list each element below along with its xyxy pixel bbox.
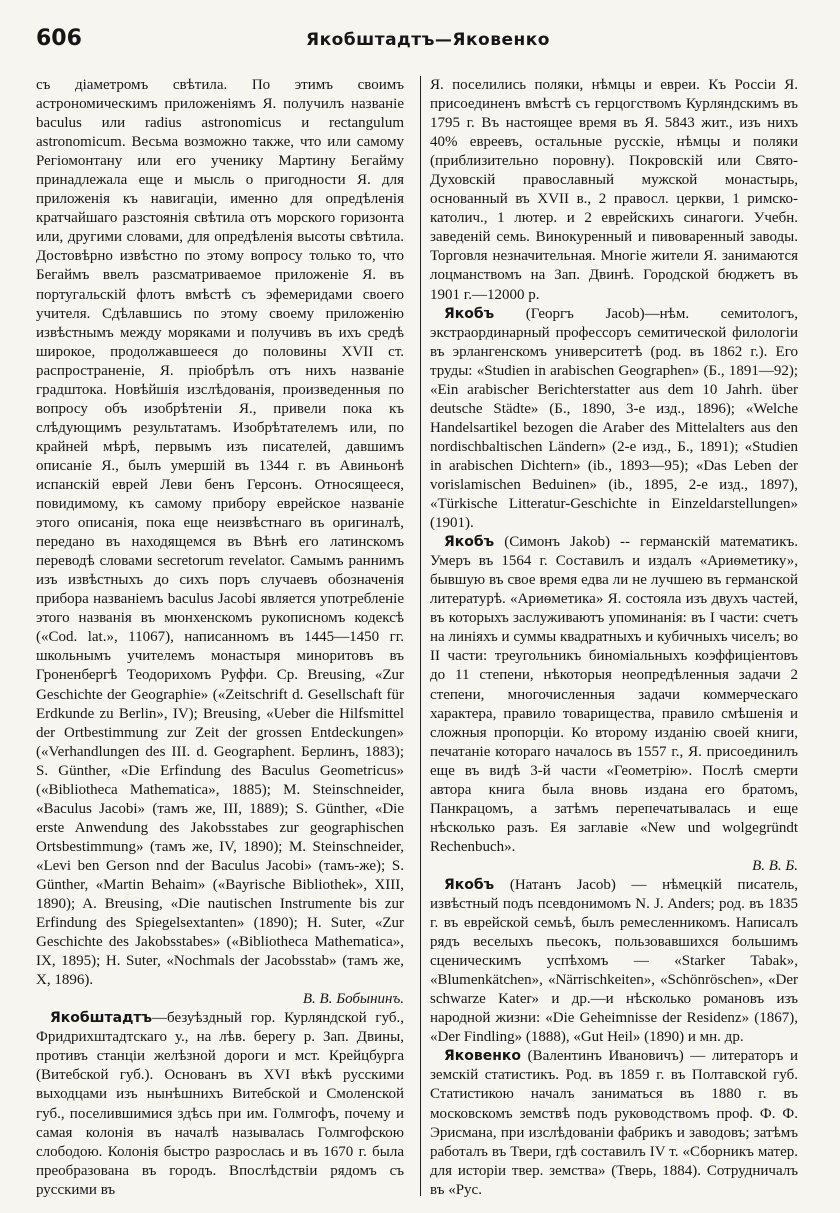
author-signature: В. В. Б.	[752, 857, 798, 874]
entry-text: (Валентинъ Ивановичъ) — литераторъ и земскій статистикъ. Род. въ 1859 г. въ Полтавской губ. Статистикою началъ заниматься въ 1880 г. въ московскомъ земствѣ подъ руководствомъ проф. Ф. Ф. Эрисмана, при изслѣдованіи фабрикъ и заводовъ; затѣмъ работалъ въ Твери, гдѣ составилъ IV т. «Сборникъ матер. для исторіи твер. земства» (Тверь, 1884). Сотрудничалъ въ «Рус.	[430, 1048, 798, 1198]
author-signature: В. В. Бобынинъ.	[302, 991, 404, 1008]
entry-text: (Натанъ Jacob) — нѣмецкій писатель, извѣстный подъ псевдонимомъ N. J. Anders; род. въ 1835 г. въ еврейской семьѣ, былъ ремесленникомъ. Написалъ рядъ веселыхъ пьесокъ, пользовавшихся большимъ сценическимъ успѣхомъ — «Starker Tabak», «Blumenkätchen», «Närrischkeiten», «Schönröschen», «Der schwarze Kater» и др.—и нѣсколько романовъ изъ народной жизни: «Die Geheimnisse der Residenz» (1867), «Der Findling» (1888), «Gut Heil» (1890) и мн. др.	[430, 876, 798, 1046]
running-head: Якобштадтъ—Яковенко	[306, 30, 550, 50]
entry-jacob-georg	[430, 305, 798, 534]
entry-yakobshtadt	[36, 1009, 404, 1199]
column-divider	[420, 76, 421, 1196]
entry-text: —безуѣздный гор. Курляндской губ., Фридрихштадтскаго у., на лѣв. берегу р. Зап. Двины, противъ станціи желѣзной дороги и мст. Крейцбурга (Витебской губ.). Основанъ въ XVI вѣкѣ русскими выходцами изъ нынѣшнихъ Витебской и Смоленской губ., поселившимися здѣсь при им. Голмгофъ, почему и самая колонія въ началѣ называлась Голмгофскою слободою. Колонія быстро разрослась и въ 1670 г. была преобразована въ городъ. Впослѣдствіи рядомъ съ русскими въ	[36, 1010, 404, 1198]
article-text: Я. поселились поляки, нѣмцы и евреи. Къ Россіи Я. присоединенъ вмѣстѣ съ герцогствомъ Курляндскимъ въ 1795 г. Въ настоящее время въ Я. 5843 жит., изъ нихъ 40% евреевъ, остальные русскіе, нѣмцы и поляки (приблизительно поровну). Покровскій или Свято-Духовскій православный мужской монастырь, основанный въ XVII в., 2 правосл. церкви, 1 римско-католич., 1 лютер. и 2 еврейскихъ синагоги. Учебн. заведеній семь. Винокуренный и пивоваренный заводы. Торговля незначительная. Многіе жители Я. занимаются лоцманствомъ на Зап. Двинѣ. Городской бюджетъ въ 1901 г.—12000 р.	[430, 77, 798, 303]
left-column	[36, 76, 404, 1201]
article-text: съ діаметромъ свѣтила. По этимъ своимъ астрономическимъ приложеніямъ Я. получилъ названіе baculus или radius astronomicus и rectangulum astronomicum. Весьма возможно также, что или самому Регіомонтану или его ученику Мартину Бегайму принадлежала еще и мысль о пригодности Я. для приложенія къ навигаціи, именно для опредѣленія кратчайшаго разстоянія свѣтила отъ морского горизонта или, другими словами, для опредѣленія высоты свѣтила. Достовѣрно извѣстно по этому вопросу только то, что Бегаймъ ввелъ разсматриваемое приложеніе Я. въ португальскій флотъ вмѣстѣ съ эфемеридами своего учителя. Сдѣлавшись по этому своему приложенію извѣстнымъ между моряками и получивъ въ ихъ средѣ широкое, продолжавшееся до половины XVII ст. распространеніе, Я. пріобрѣлъ отъ нихъ названіе градштока. Новѣйшія изслѣдованія, произведенныя по вопросу объ изобрѣтеніи Я., привели пока къ слѣдующимъ результатамъ. Изобрѣтателемъ или, по крайней мѣрѣ, первымъ изъ писателей, давшимъ описаніе Я., былъ умершій въ 1344 г. въ Авиньонѣ испанскій еврей Леви бенъ Герсонъ. Относящееся, повидимому, къ самому прибору еврейское названіе этого описанія, пока еще неизвѣстнаго въ оригиналѣ, передано въ находящемся въ Вѣнѣ его латинскомъ переводѣ словами secretorum revelator. Самымъ раннимъ изъ извѣстныхъ до сихъ поръ случаевъ обозначенія прибора названіемъ baculus Jacobi является употребленіе этого названія въ мюнхенскомъ рукописномъ кодексѣ («Cod. lat.», 11067), написанномъ въ 1445—1450 гг. школьнымъ учителемъ монастыря миноритовъ въ Гроненбергѣ Теодорихомъ Руффи. Ср. Breusing, «Zur Geschichte der Geographie» («Zeitschrift d. Gesellschaft für Erdkunde zu Berlin», IV); Breusing, «Ueber die Hilfsmittel der Ortbestimmung zur Zeit der grossen Entdeckungen» («Verhandlungen des III. d. Geographent. Берлинъ, 1883); S. Günther, «Die Erfindung des Baculus Geometricus» («Bibliotheca Mathematica», 1885); M. Steinschneider, «Baculus Jacobi» (тамъ же, III, 1889); S. Günther, «Die erste Anwendung des Jakobsstabes zur geographischen Ortsbestimmung» (тамъ же, IV, 1890); M. Steinschneider, «Levi ben Gerson nnd der Baculus Jacobi» (тамъ-же); S. Günther, «Martin Behaim» («Bayrische Bibliothek», XIII, 1890); A. Breusing, «Die nautischen Instrumente bis zur Erfindung des Spiegelsextanten» (1890); H. Suter, «Zur Geschichte des Jakobsstabes» («Bibliotheca Mathematica», IX, 1895); H. Suter, «Nochmals der Jacobsstab» (тамъ же, X, 1896).	[36, 77, 404, 989]
entry-headword: Якобъ	[444, 305, 495, 322]
entry-text: (Георгъ Jacob)—нѣм. семитологъ, экстраординарный профессоръ семитической филологіи въ эрлангенскомъ университетѣ (род. въ 1862 г.). Его труды: «Studien in arabischen Geographen» (Б., 1891—92); «Ein arabischer Berichterstatter aus dem 10 Jahrh. über deutsche Städte» (Б., 1890, 3-е изд., 1896); «Welche Handelsartikel bezogen die Araber des Mittelalters aus den nordischbaltischen Ländern» (2-е изд., Б., 1891); «Studien in arabischen Dichtern» (ib., 1893—95); «Das Leben der vorislamischen Beduinen» (ib., 1895, 2-е изд., 1897), «Türkische Litteratur-Geschichte in Einzeldarstellungen» (1901).	[430, 305, 798, 532]
entry-headword: Якобъ	[444, 876, 495, 893]
article-continuation	[36, 76, 404, 1009]
entry-jacob-natan	[430, 876, 798, 1047]
page-number: 606	[36, 26, 82, 51]
page-header	[36, 18, 820, 60]
entry-headword: Яковенко	[444, 1048, 522, 1065]
entry-headword: Якобъ	[444, 534, 495, 551]
entry-yakovenko	[430, 1047, 798, 1199]
entry-text: (Симонъ Jakob) -- германскій математикъ. Умеръ въ 1564 г. Составилъ и издалъ «Ариѳметику», бывшую въ свое время едва ли не лучшею въ германской литературѣ. «Ариѳметика» Я. состояла изъ двухъ частей, въ которыхъ заслуживаютъ упоминанія: въ I части: счетъ на линіяхъ и суммы квадратныхъ и кубичныхъ чиселъ; во II части: треугольникъ биноміальныхъ коэффиціентовъ до 11 степени, нѣкоторыя неопредѣленныя задачи 2 степени, многочисленныя задачи коммерческаго характера, правило товарищества, правило смѣшенія и сложныя пропорціи. Ко второму изданію своей книги, печатаніе котораго началось въ 1557 г., Я. присоединилъ еще въ видѣ 3-й части «Геометрію». Послѣ смерти автора книга была вновь издана его братомъ, Панкрацомъ, а затѣмъ перепечатывалась и еще нѣсколько разъ. Ея заглавіе «New und wolgegründt Rechenbuch».	[430, 534, 798, 855]
entry-jacob-simon	[430, 533, 798, 876]
right-column	[430, 76, 798, 1201]
entry-headword: Якобштадтъ	[50, 1010, 153, 1027]
article-continuation-right	[430, 76, 798, 305]
